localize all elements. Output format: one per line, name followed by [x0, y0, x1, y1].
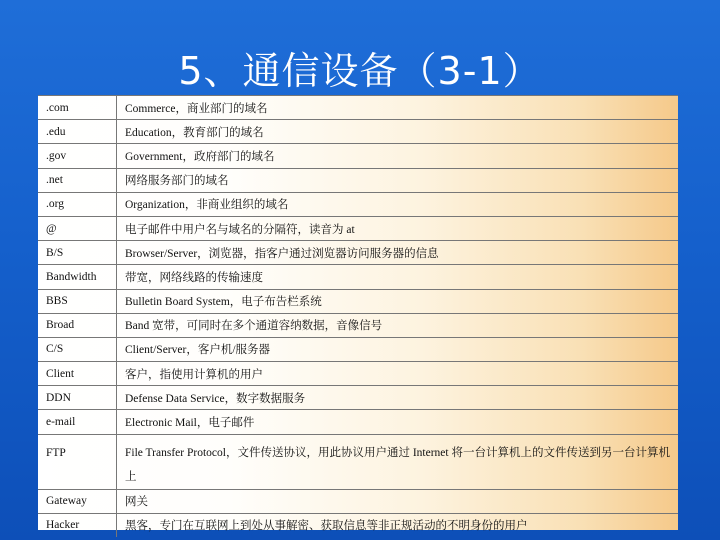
definition-cell: Client/Server，客户机/服务器	[117, 337, 679, 361]
table-row	[38, 313, 678, 337]
definition-cell: Electronic Mail，电子邮件	[117, 410, 679, 434]
definition-cell: 网络服务部门的域名	[117, 168, 679, 192]
table-row	[38, 362, 678, 386]
table-row	[38, 120, 678, 144]
definition-cell: 网关	[117, 489, 679, 513]
term-cell: DDN	[38, 386, 117, 410]
table-row	[38, 489, 678, 513]
term-cell: BBS	[38, 289, 117, 313]
term-cell: Bandwidth	[38, 265, 117, 289]
table-row	[38, 168, 678, 192]
glossary-table-container	[38, 95, 678, 533]
table-row	[38, 410, 678, 434]
term-cell: Client	[38, 362, 117, 386]
term-cell: C/S	[38, 337, 117, 361]
term-cell: .gov	[38, 144, 117, 168]
definition-cell: 电子邮件中用户名与域名的分隔符，读音为 at	[117, 216, 679, 240]
table-row	[38, 434, 678, 489]
definition-cell: Defense Data Service，数字数据服务	[117, 386, 679, 410]
table-row	[38, 289, 678, 313]
definition-cell: Organization，非商业组织的域名	[117, 192, 679, 216]
term-cell: .com	[38, 96, 117, 120]
term-cell: Gateway	[38, 489, 117, 513]
definition-cell: Education，教育部门的域名	[117, 120, 679, 144]
definition-cell: Band 宽带，可同时在多个通道容纳数据，音像信号	[117, 313, 679, 337]
term-cell: .edu	[38, 120, 117, 144]
table-row	[38, 513, 678, 537]
definition-cell: Commerce，商业部门的域名	[117, 96, 679, 120]
definition-cell: File Transfer Protocol，文件传送协议，用此协议用户通过 Internet 将一台计算机上的文件传送到另一台计算机上	[117, 434, 679, 489]
term-cell: Broad	[38, 313, 117, 337]
definition-cell: Bulletin Board System，电子布告栏系统	[117, 289, 679, 313]
table-row	[38, 241, 678, 265]
definition-cell: Government，政府部门的域名	[117, 144, 679, 168]
table-row	[38, 192, 678, 216]
slide-title: 5、通信设备（3-1）	[178, 49, 542, 93]
term-cell: @	[38, 216, 117, 240]
definition-cell: 带宽，网络线路的传输速度	[117, 265, 679, 289]
term-cell: B/S	[38, 241, 117, 265]
table-row	[38, 216, 678, 240]
glossary-body	[38, 96, 678, 538]
definition-cell: 黑客，专门在互联网上到处从事解密、获取信息等非正规活动的不明身份的用户	[117, 513, 679, 537]
term-cell: .net	[38, 168, 117, 192]
term-cell: FTP	[38, 434, 117, 489]
table-row	[38, 337, 678, 361]
table-row	[38, 265, 678, 289]
definition-cell: Browser/Server，浏览器，指客户通过浏览器访问服务器的信息	[117, 241, 679, 265]
definition-cell: 客户，指使用计算机的用户	[117, 362, 679, 386]
glossary-table	[38, 95, 678, 537]
table-row	[38, 144, 678, 168]
term-cell: .org	[38, 192, 117, 216]
term-cell: e-mail	[38, 410, 117, 434]
table-row	[38, 386, 678, 410]
table-row	[38, 96, 678, 120]
term-cell: Hacker	[38, 513, 117, 537]
